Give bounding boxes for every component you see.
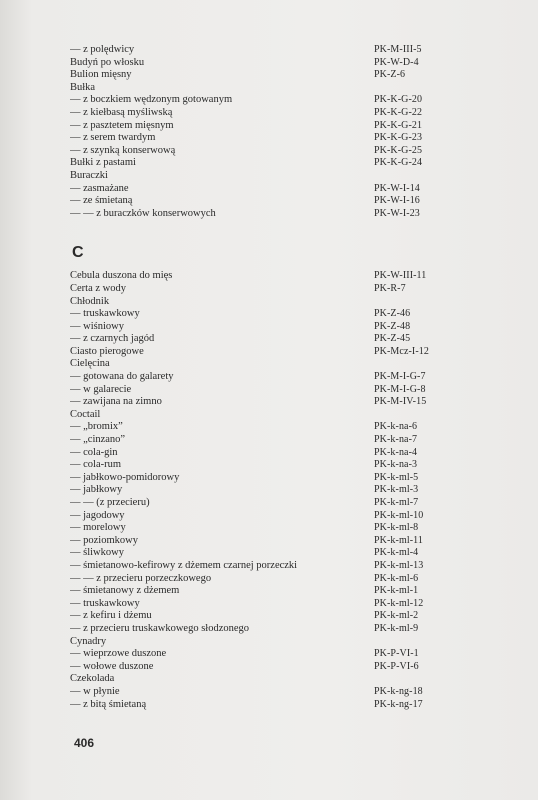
entry-title: — ze śmietaną bbox=[70, 195, 133, 207]
entry-code: PK-W-I-23 bbox=[374, 207, 420, 219]
entry-title: — jabłkowo-pomidorowy bbox=[70, 471, 180, 483]
entry-code: PK-K-G-21 bbox=[374, 119, 423, 131]
entry-title: Bulion mięsny bbox=[70, 69, 132, 81]
index-entry bbox=[70, 145, 470, 158]
entry-code: PK-k-ml-2 bbox=[374, 610, 419, 622]
entry-title: — cola-gin bbox=[70, 446, 118, 458]
index-entry bbox=[70, 195, 470, 208]
entry-title: — z serem twardym bbox=[70, 132, 156, 144]
entry-code: PK-W-I-14 bbox=[374, 182, 420, 194]
entry-title: Bułka bbox=[70, 81, 96, 93]
index-entry bbox=[70, 57, 470, 70]
entry-code: PK-Mcz-I-12 bbox=[374, 345, 429, 357]
entry-title: — truskawkowy bbox=[70, 597, 140, 609]
entry-code: PK-k-ml-3 bbox=[374, 484, 419, 496]
entry-code bbox=[374, 636, 470, 649]
index-entry bbox=[70, 396, 470, 409]
entry-code: PK-Z-6 bbox=[374, 69, 406, 81]
entry-title: Coctail bbox=[70, 408, 101, 420]
entry-title: — morelowy bbox=[70, 522, 126, 534]
section-b-list bbox=[70, 44, 470, 220]
entry-code: PK-k-ml-12 bbox=[374, 597, 424, 609]
entry-title: — „cinzano” bbox=[70, 434, 126, 446]
index-entry bbox=[70, 547, 470, 560]
entry-code: PK-k-ml-1 bbox=[374, 585, 419, 597]
entry-title: — cola-rum bbox=[70, 459, 122, 471]
page-number: 406 bbox=[74, 736, 95, 750]
entry-code: PK-W-D-4 bbox=[374, 56, 419, 68]
index-entry bbox=[70, 157, 470, 170]
index-entry bbox=[70, 472, 470, 485]
entry-title: — „bromix” bbox=[70, 421, 123, 433]
entry-code bbox=[374, 296, 470, 309]
entry-code: PK-k-ml-9 bbox=[374, 622, 419, 634]
section-letter-c: C bbox=[72, 244, 84, 262]
entry-title: Buraczki bbox=[70, 169, 108, 181]
entry-code: PK-k-ml-7 bbox=[374, 497, 419, 508]
index-entry bbox=[70, 321, 470, 334]
index-entry bbox=[70, 409, 470, 422]
entry-title: — śliwkowy bbox=[70, 547, 124, 559]
entry-code: PK-k-na-7 bbox=[374, 434, 418, 446]
entry-title: — — z buraczków konserwowych bbox=[70, 207, 216, 219]
entry-title: — z pasztetem mięsnym bbox=[70, 119, 174, 131]
entry-title: — z szynką konserwową bbox=[70, 144, 176, 156]
index-entry bbox=[70, 686, 470, 699]
entry-code: PK-k-na-4 bbox=[374, 446, 418, 458]
index-entry bbox=[70, 648, 470, 661]
entry-title: — śmietanowo-kefirowy z dżemem czarnej porzeczki bbox=[70, 559, 298, 571]
entry-title: — — z przecieru porzeczkowego bbox=[70, 572, 212, 584]
entry-code: PK-k-ml-6 bbox=[374, 572, 419, 584]
entry-title: — z przecieru truskawkowego słodzonego bbox=[70, 622, 250, 634]
index-entry bbox=[70, 283, 470, 296]
index-entry bbox=[70, 623, 470, 636]
entry-code: PK-M-I-G-7 bbox=[374, 371, 426, 383]
section-c-list bbox=[70, 270, 470, 711]
entry-title: Cielęcina bbox=[70, 358, 110, 370]
index-entry bbox=[70, 346, 470, 359]
entry-code: PK-k-ml-8 bbox=[374, 522, 419, 534]
entry-code: PK-k-ml-10 bbox=[374, 509, 424, 521]
index-entry bbox=[70, 208, 470, 221]
entry-title: — wołowe duszone bbox=[70, 660, 154, 672]
entry-code: PK-K-G-23 bbox=[374, 132, 423, 144]
entry-title: Czekolada bbox=[70, 673, 115, 685]
entry-title: Chłodnik bbox=[70, 295, 110, 307]
entry-title: — — (z przecieru) bbox=[70, 497, 150, 508]
entry-code: PK-R-7 bbox=[374, 282, 406, 294]
index-entry bbox=[70, 459, 470, 472]
index-entry bbox=[70, 636, 470, 649]
entry-code: PK-W-III-11 bbox=[374, 270, 427, 282]
index-entry bbox=[70, 497, 470, 510]
entry-code: PK-K-G-24 bbox=[374, 157, 423, 169]
entry-code: PK-k-ml-4 bbox=[374, 547, 419, 559]
entry-title: Cynadry bbox=[70, 635, 107, 647]
entry-title: Ciasto pierogowe bbox=[70, 345, 144, 357]
entry-code: PK-W-I-16 bbox=[374, 195, 420, 207]
index-entry bbox=[70, 522, 470, 535]
entry-title: — wieprzowe duszone bbox=[70, 648, 167, 660]
entry-code bbox=[374, 170, 470, 183]
index-entry bbox=[70, 107, 470, 120]
entry-title: — z kefiru i dżemu bbox=[70, 610, 152, 622]
entry-code: PK-k-na-6 bbox=[374, 421, 418, 433]
index-content bbox=[70, 44, 470, 711]
entry-title: — z czarnych jagód bbox=[70, 333, 155, 345]
entry-code: PK-M-III-5 bbox=[374, 44, 422, 55]
index-entry bbox=[70, 484, 470, 497]
entry-code bbox=[374, 409, 470, 422]
index-entry bbox=[70, 94, 470, 107]
index-entry bbox=[70, 120, 470, 133]
entry-title: — z boczkiem wędzonym gotowanym bbox=[70, 94, 233, 106]
entry-title: — gotowana do galarety bbox=[70, 371, 174, 383]
index-entry bbox=[70, 699, 470, 712]
entry-code bbox=[374, 358, 470, 371]
index-entry bbox=[70, 434, 470, 447]
entry-code: PK-Z-45 bbox=[374, 333, 411, 345]
entry-code: PK-K-G-25 bbox=[374, 144, 423, 156]
entry-title: — zawijana na zimno bbox=[70, 396, 162, 408]
index-entry bbox=[70, 535, 470, 548]
entry-title: — jabłkowy bbox=[70, 484, 123, 496]
entry-title: — w płynie bbox=[70, 685, 120, 697]
index-entry bbox=[70, 358, 470, 371]
index-entry bbox=[70, 673, 470, 686]
entry-code: PK-k-ng-17 bbox=[374, 698, 423, 710]
entry-title: — zasmażane bbox=[70, 182, 129, 194]
index-entry bbox=[70, 371, 470, 384]
entry-title: — śmietanowy z dżemem bbox=[70, 585, 180, 597]
entry-title: — wiśniowy bbox=[70, 320, 124, 332]
entry-title: — truskawkowy bbox=[70, 308, 140, 320]
index-entry bbox=[70, 384, 470, 397]
index-entry bbox=[70, 170, 470, 183]
entry-code: PK-k-ng-18 bbox=[374, 685, 423, 697]
entry-code: PK-Z-46 bbox=[374, 308, 411, 320]
index-entry bbox=[70, 573, 470, 586]
entry-code: PK-P-VI-1 bbox=[374, 648, 419, 660]
index-entry bbox=[70, 296, 470, 309]
entry-code: PK-M-I-G-8 bbox=[374, 383, 426, 395]
entry-code bbox=[374, 82, 470, 95]
entry-code: PK-k-na-3 bbox=[374, 459, 418, 471]
entry-code: PK-K-G-20 bbox=[374, 94, 423, 106]
entry-title: — w galarecie bbox=[70, 383, 132, 395]
entry-title: Cebula duszona do mięs bbox=[70, 270, 173, 282]
index-entry bbox=[70, 447, 470, 460]
entry-title: — z polędwicy bbox=[70, 44, 135, 55]
entry-title: Certa z wody bbox=[70, 282, 126, 294]
index-entry bbox=[70, 270, 470, 283]
index-entry bbox=[70, 661, 470, 674]
entry-code: PK-Z-48 bbox=[374, 320, 411, 332]
index-entry bbox=[70, 598, 470, 611]
index-entry bbox=[70, 421, 470, 434]
entry-title: Budyń po włosku bbox=[70, 56, 145, 68]
index-entry bbox=[70, 132, 470, 145]
entry-code: PK-k-ml-11 bbox=[374, 534, 423, 546]
entry-title: — poziomkowy bbox=[70, 534, 138, 546]
entry-title: — z bitą śmietaną bbox=[70, 698, 147, 710]
index-entry bbox=[70, 183, 470, 196]
index-entry bbox=[70, 82, 470, 95]
index-entry bbox=[70, 44, 470, 57]
entry-title: Bułki z pastami bbox=[70, 157, 136, 169]
entry-code bbox=[374, 673, 470, 686]
entry-title: — z kiełbasą myśliwską bbox=[70, 106, 173, 118]
index-entry bbox=[70, 333, 470, 346]
index-entry bbox=[70, 69, 470, 82]
entry-title: — jagodowy bbox=[70, 509, 125, 521]
index-entry bbox=[70, 510, 470, 523]
index-entry bbox=[70, 308, 470, 321]
entry-code: PK-k-ml-13 bbox=[374, 559, 424, 571]
entry-code: PK-P-VI-6 bbox=[374, 660, 419, 672]
index-entry bbox=[70, 610, 470, 623]
entry-code: PK-M-IV-15 bbox=[374, 396, 427, 408]
index-entry bbox=[70, 585, 470, 598]
index-entry bbox=[70, 560, 470, 573]
entry-code: PK-k-ml-5 bbox=[374, 471, 419, 483]
entry-code: PK-K-G-22 bbox=[374, 106, 423, 118]
